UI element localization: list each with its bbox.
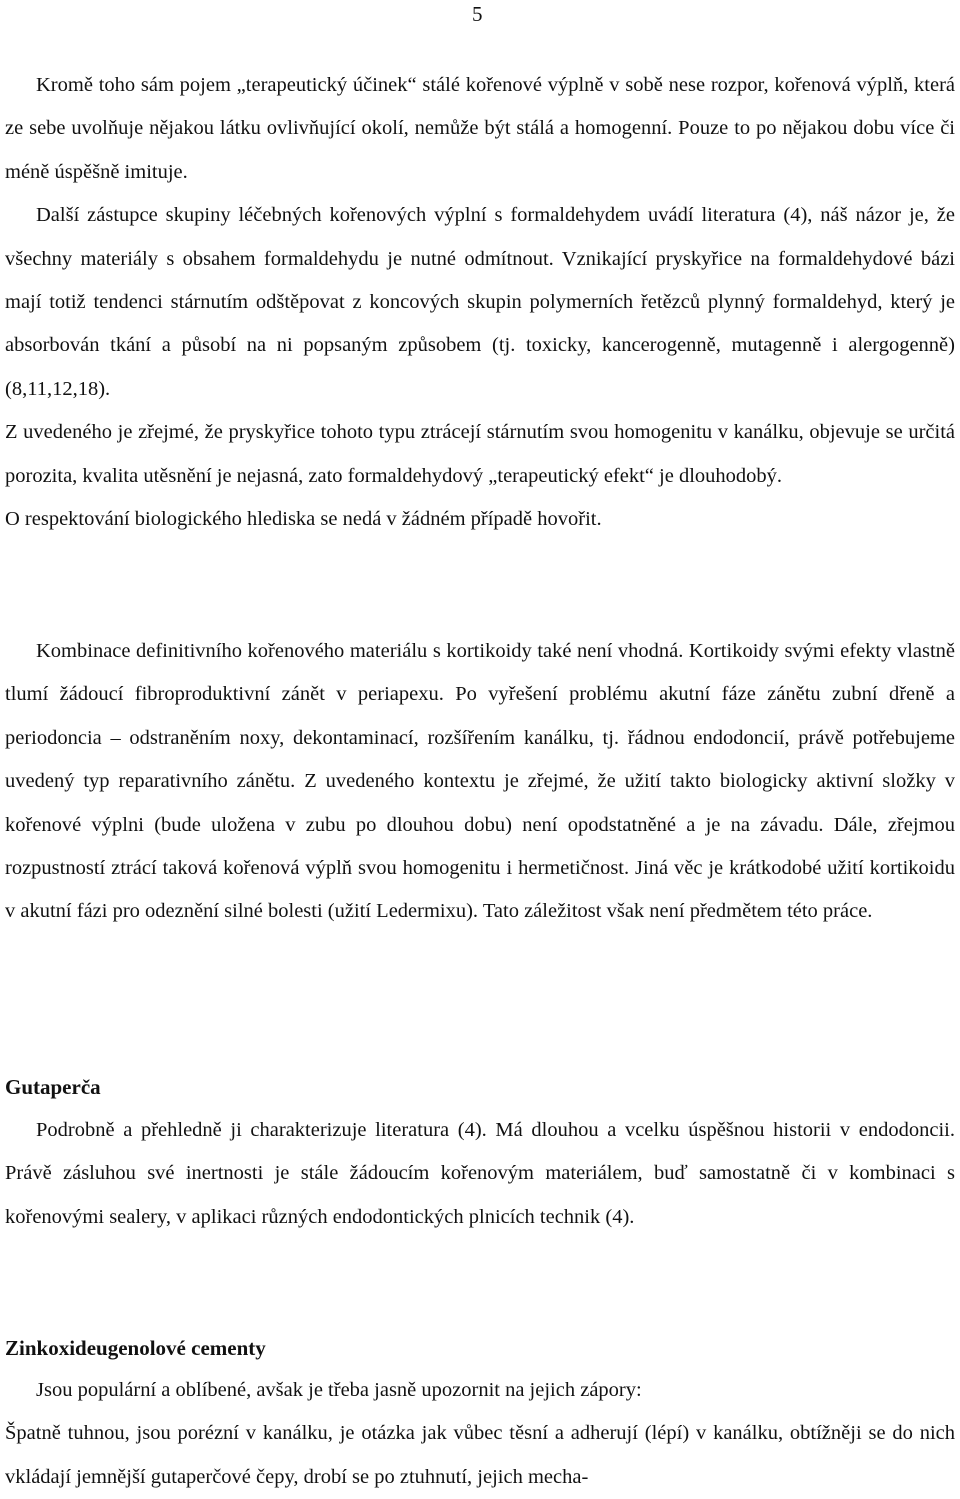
- paragraph-formaldehyde-materials: Další zástupce skupiny léčebných kořenových výplní s formaldehydem uvádí literatura (4), náš názor je, že všechny materiály s obsahem formaldehydu je nutné odmítnout. Vznikající pryskyřice na formaldehydové bázi mají totiž tendenci stárnutím odštěpovat z koncových skupin polymerních řetězců plynný formaldehyd, který je absorbován tkání a působí na ni popsaným způsobem (tj. toxicky, kancerogenně, mutagenně i alergogenně) (8,11,12,18).: [5, 204, 955, 400]
- paragraph-gutaperca: Podrobně a přehledně ji charakterizuje literatura (4). Má dlouhou a vcelku úspěšnou historii v endodoncii. Právě zásluhou své inertnosti je stále žádoucím kořenovým materiálem, buď samostatně či v kombinaci s kořenovými sealery, v aplikaci různých endodontických plnicích technik (4).: [5, 1119, 955, 1228]
- section-gutaperca: [5, 1109, 955, 1239]
- paragraph-corticoids: Kombinace definitivního kořenového materiálu s kortikoidy také není vhodná. Kortikoidy svými efekty vlastně tlumí žádoucí fibroproduktivní zánět v periapexu. Po vyřešení problému akutní fáze zánětu zubní dřeně a periodoncia – odstraněním noxy, dekontaminací, rozšířením kanálku, tj. řádnou endodoncií, právě potřebujeme uvedený typ reparativního zánětu. Z uvedeného kontextu je zřejmé, že užití takto biologicky aktivní složky v kořenové výplni (bude uložena v zubu po dlouhou dobu) není opodstatněné a je na závadu. Dále, zřejmou rozpustností ztrácí taková kořenová výplň svou homogenitu i hermetičnost. Jiná věc je krátkodobé užití kortikoidu v akutní fázi pro odeznění silné bolesti (užití Ledermixu). Tato záležitost však není předmětem této práce.: [5, 640, 955, 923]
- paragraph-therapeutic-effect: Kromě toho sám pojem „terapeutický účinek“ stálé kořenové výplně v sobě nese rozpor, kořenová výplň, která ze sebe uvolňuje nějakou látku ovlivňující okolí, nemůže být stálá a homogenní. Pouze to po nějakou dobu více či méně úspěšně imituje.: [5, 74, 955, 183]
- section-zinc-oxide-eugenol: [5, 1369, 955, 1499]
- page-number: 5: [472, 2, 483, 26]
- paragraph-resin-aging: Z uvedeného je zřejmé, že pryskyřice tohoto typu ztrácejí stárnutím svou homogenitu v kanálku, objevuje se určitá porozita, kvalita utěsnění je nejasná, zato formaldehydový „terapeutický efekt“ je dlouhodobý.: [5, 421, 955, 487]
- heading-gutaperca: Gutaperča: [5, 1075, 101, 1099]
- paragraph-biological-aspect: O respektování biologického hlediska se nedá v žádném případě hovořit.: [5, 508, 602, 531]
- paragraph-zinc-drawbacks: Špatně tuhnou, jsou porézní v kanálku, je otázka jak vůbec těsní a adherují (lépí) v kanálku, obtížněji se do nich vkládají jemnější gutaperčové čepy, drobí se po ztuhnutí, jejich mecha-: [5, 1422, 955, 1488]
- paragraph-zinc-intro: Jsou populární a oblíbené, avšak je třeba jasně upozornit na jejich zápory:: [36, 1379, 642, 1401]
- section-corticoids: [5, 630, 955, 934]
- section-formaldehyde: [5, 64, 955, 541]
- heading-zinc-oxide-eugenol: Zinkoxideugenolové cementy: [5, 1336, 266, 1360]
